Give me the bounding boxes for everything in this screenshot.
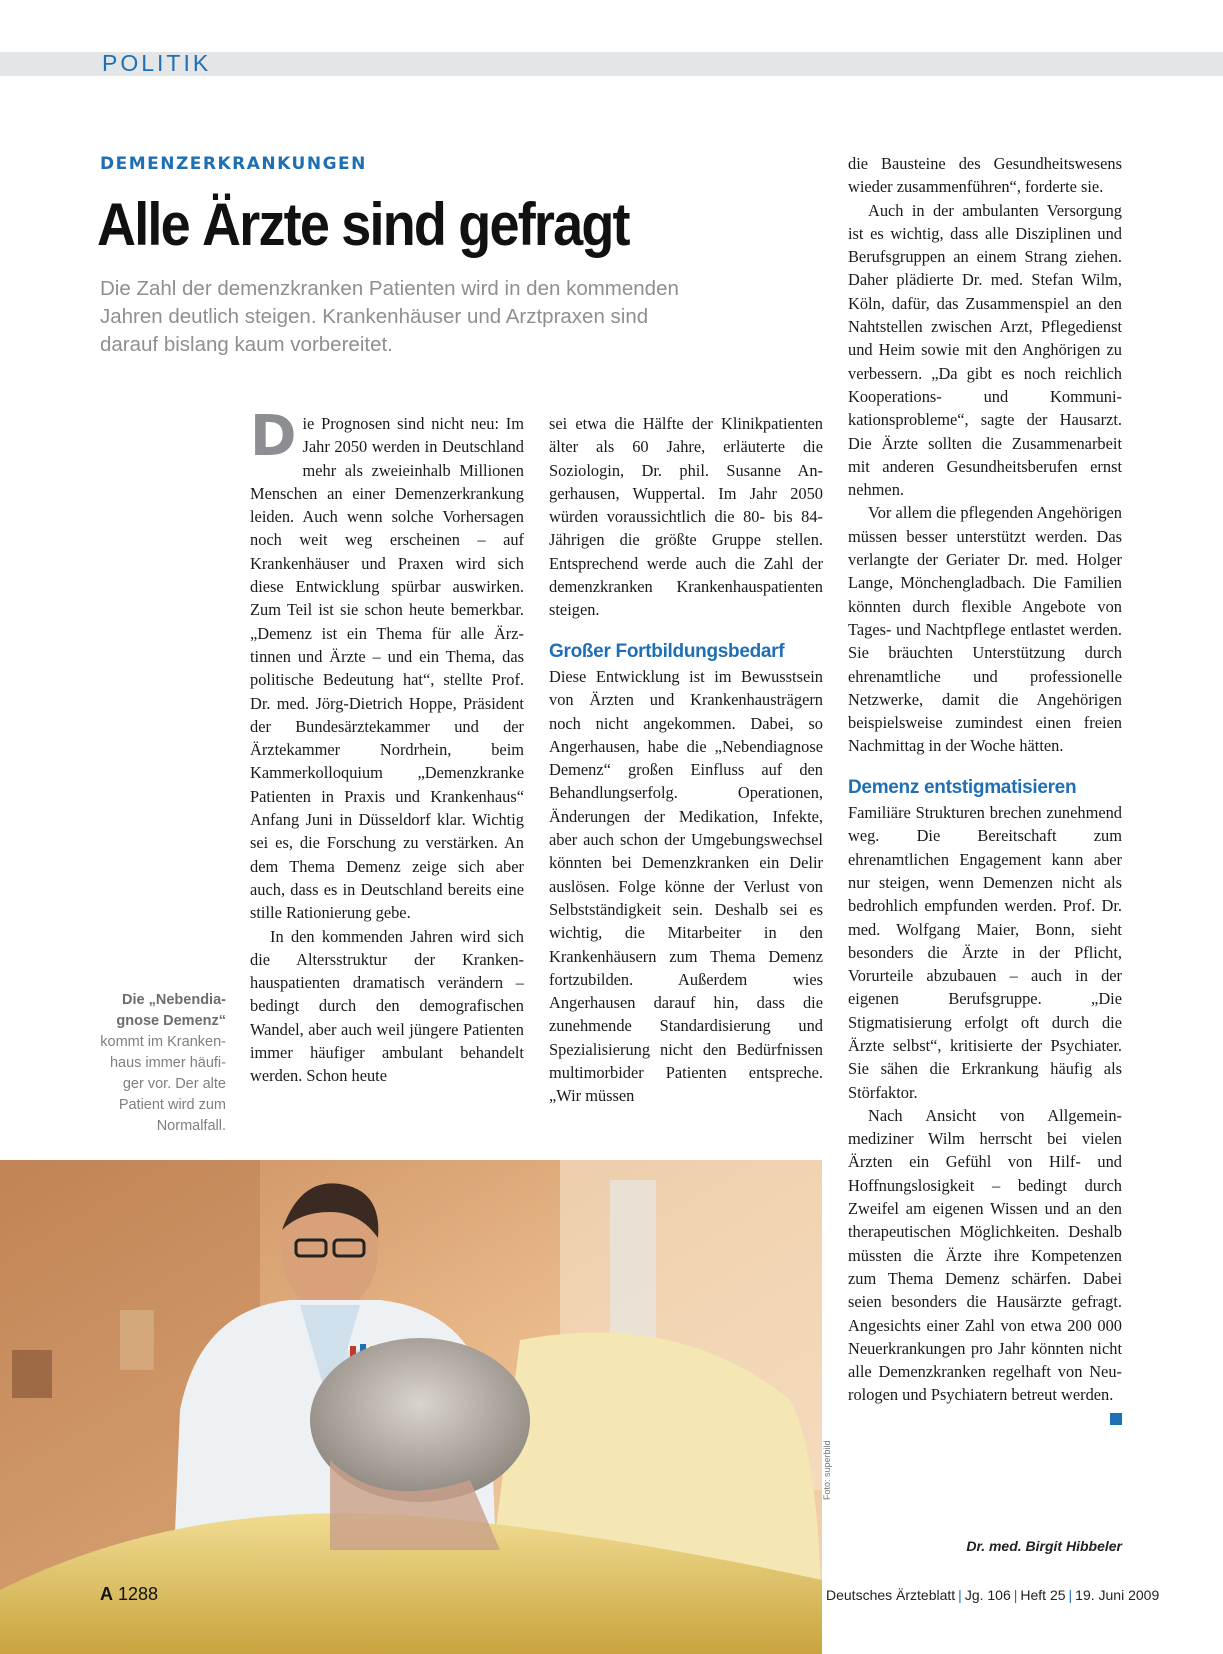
end-mark-icon [1110, 1413, 1122, 1425]
author-byline: Dr. med. Birgit Hibbeler [966, 1538, 1122, 1554]
text-column-1 [250, 404, 524, 1088]
paragraph: sei etwa die Hälfte der Klinikpatienten älter als 60 Jahre, erläuterte die Soziologin, Dr. phil. Susanne Angerhausen, Wuppertal. Im Jahr 2050 würden voraussichtlich die 80- bis 84-Jährigen die größte Gruppe stellen. Entsprechend werde auch die Zahl der demenzkranken Krankenhauspatienten steigen. [549, 414, 823, 620]
drop-cap: D [250, 404, 297, 469]
paragraph: Familiäre Strukturen brechen zunehmend weg. Die Bereitschaft zum ehrenamtlichen Engagement kann aber nur steigen, wenn Demenzen nicht als bedrohlich empfunden werden. Prof. Dr. med. Wolfgang Maier, Bonn, sieht besonders die Ärzte in der Pflicht, Vorurteile abzubauen – auch in der eigenen Berufsgruppe. „Die Stigmatisierung erfolgt oft durch die Ärzte selbst“, kritisierte der Psychiater. Sie sähen die Erkrankung häufig als Störfaktor. [848, 803, 1122, 1102]
page-number: A 1288 [100, 1584, 159, 1604]
subheading: Demenz entstigmatisieren [848, 776, 1077, 798]
caption-lead: Die „Nebendiagnose Demenz“ [116, 992, 226, 1029]
text-column-2 [549, 412, 823, 1108]
journal-date: 19. Juni 2009 [1075, 1587, 1160, 1603]
article-headline: Alle Ärzte sind gefragt [97, 191, 629, 258]
text-column-3 [848, 152, 1122, 1425]
article-photo [0, 1160, 822, 1654]
journal-footer: Deutsches Ärzteblatt | Jg. 106 | Heft 25 | 19. Juni 2009 [826, 1587, 1160, 1603]
doctor-patient-photo [0, 1160, 822, 1654]
subheading: Großer Fortbildungsbedarf [549, 640, 785, 662]
paragraph: Diese Entwicklung ist im Bewusstsein von Ärzten und Krankenhausträgern noch nicht angekommen. Dabei, so Angerhausen, habe die „Nebendiagnose Demenz“ großen Einfluss auf den Behandlungserfolg. Operationen, Änderungen der Medikation, Infekte, aber auch schon der Umgebungswechsel könnten bei Demenzkranken ein Delir auslösen. Folge könne der Verlust von Selbstständigkeit sein. Deshalb sei es wichtig, die Mitarbeiter in den Krankenhäusern zum Thema Demenz fortzubilden. Außerdem wies Angerhausen darauf hin, dass die zunehmende Standardisierung und Spezialisierung nicht den Bedürfnissen multimorbider Patienten entspreche. „Wir müssen [549, 666, 823, 1106]
paragraph: Auch in der ambulanten Versorgung ist es wichtig, dass alle Disziplinen und Berufsgruppen an einem Strang ziehen. Daher plädierte Dr. med. Stefan Wilm, Köln, dafür, das Zusammenspiel an den Nahtstellen zwischen Arzt, Pflegedienst und Heim sowie mit den Anghörigen zu verbessern. „Da gibt es noch reichlich Kooperations- und Kommunikationsprobleme“, sagte der Hausarzt. Die Ärzte sollten die Zusammenarbeit mit anderen Gesundheitsberufen ernst nehmen. [848, 200, 1122, 500]
photo-caption [100, 990, 226, 1137]
photo-credit: Foto: superbild [822, 1440, 832, 1500]
section-label: POLITIK [102, 50, 212, 76]
paragraph: die Bausteine des Gesundheitswesens wieder zusammenführen“, forderte sie. [848, 154, 1122, 197]
journal-volume: Jg. 106 [964, 1587, 1011, 1603]
journal-issue: Heft 25 [1020, 1587, 1066, 1603]
paragraph: Nach Ansicht von Allgemeinmediziner Wilm herrscht bei vielen Ärzten ein Gefühl von Hilf- und Hoffnungslosigkeit – bedingt durch Zweifel am eigenen Wissen und an den therapeutischen Möglichkeiten. Deshalb müssten die Ärzte ihre Kompetenzen zum Thema Demenz schärfen. Dabei seien besonders die Hausärzte gefragt. Angesichts einer Zahl von etwa 200 000 Neuerkrankungen pro Jahr könnten nicht alle Demenzkranken regelhaft von Neurologen und Psychiatern betreut werden. [848, 1104, 1122, 1407]
article-lede: Die Zahl der demenzkranken Patienten wird in den kommenden Jahren deutlich steigen. Krankenhäuser und Arztpraxen sind darauf bislang kaum vorbereitet. [100, 277, 679, 356]
article-kicker: DEMENZERKRANKUNGEN [100, 154, 367, 174]
caption-text: kommt im Krankenhaus immer häufiger vor. Der alte Patient wird zum Normalfall. [100, 1034, 226, 1134]
paragraph: Vor allem die pflegenden Angehörigen müssen besser unterstützt werden. Das verlangte der Geriater Dr. med. Holger Lange, Mönchengladbach. Die Familien könnten durch flexible Angebote von Tages- und Nachtpflege entlastet werden. Sie bräuchten Unterstützung durch ehrenamtliche und professionelle Netzwerke, damit die Angehörigen beispielsweise zumindest einen freien Nachmittag in der Woche hätten. [848, 503, 1122, 756]
paragraph: In den kommenden Jahren wird sich die Altersstruktur der Krankenhauspatienten dramatisch verändern – bedingt durch den demografischen Wandel, aber auch weil jüngere Patienten immer häufiger ambulant behandelt werden. Schon heute [250, 926, 524, 1086]
journal-name: Deutsches Ärzteblatt [826, 1587, 956, 1603]
paragraph: Die Prognosen sind nicht neu: Im Jahr 2050 werden in Deutschland mehr als zweieinhalb Millionen Menschen an einer Demenzerkrankung leiden. Auch wenn solche Vorhersagen noch weit weg erscheinen – auf Krankenhäuser und Praxen wird sich diese Entwicklung spürbar auswirken. Zum Teil ist sie schon heute bemerkbar. „Demenz ist ein Thema für alle Ärztinnen und Ärzte – und ein Thema, das politische Bedeutung hat“, stellte Prof. Dr. med. Jörg-Dietrich Hoppe, Präsident der Bundesärztekammer und der Ärztekammer Nordrhein, beim Kammerkolloquium „Demenzkranke Patienten in Praxis und Krankenhaus“ Anfang Juni in Düsseldorf klar. Wichtig sei es, die Forschung zu verstärken. An dem Thema Demenz zeige sich aber auch, dass es in Deutschland bereits eine stille Rationierung gebe. [250, 404, 524, 923]
